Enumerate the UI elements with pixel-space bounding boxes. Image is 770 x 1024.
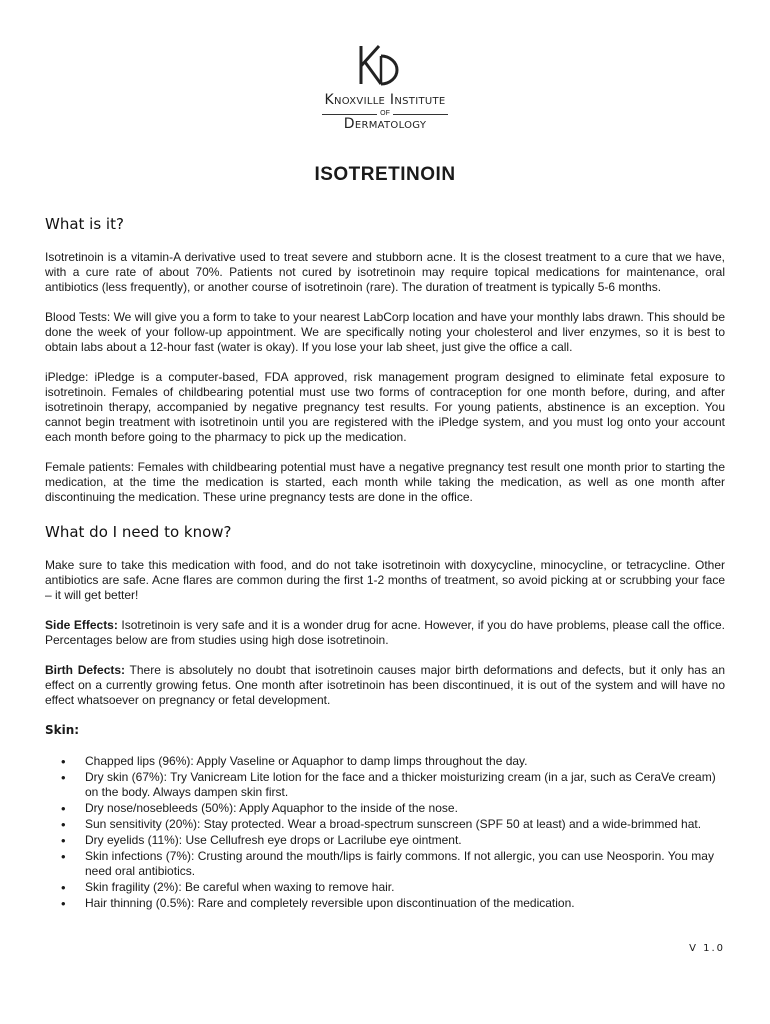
document-title: ISOTRETINOIN bbox=[314, 164, 456, 185]
list-item: • Chapped lips (96%): Apply Vaseline or Aquaphor to damp limps throughout the day. bbox=[45, 754, 725, 769]
list-item: • Dry eyelids (11%): Use Cellufresh eye drops or Lacrilube eye ointment. bbox=[45, 833, 725, 848]
list-item: • Skin fragility (2%): Be careful when waxing to remove hair. bbox=[45, 880, 725, 895]
skin-label: Skin: bbox=[45, 723, 80, 737]
logo-text-line2: Dermatology bbox=[343, 116, 427, 132]
side-effects-label: Side Effects: bbox=[45, 618, 118, 632]
paragraph-side-effects bbox=[45, 618, 725, 648]
birth-defects-text: There is absolutely no doubt that isotretinoin causes major birth deformations and defects, but it only has an effect on a currently growing fetus. One month after isotretinoin has been discontinued, it is out of the system and will have no effect whatsoever on pregnancy or fetal development. bbox=[45, 663, 725, 707]
list-item: • Dry skin (67%): Try Vanicream Lite lotion for the face and a thicker moisturizing cream (in a jar, such as CeraVe cream) on the body. Always dampen skin first. bbox=[45, 770, 725, 800]
kd-monogram-logo bbox=[355, 42, 415, 88]
birth-defects-label: Birth Defects: bbox=[45, 663, 126, 677]
list-item: • Sun sensitivity (20%): Stay protected. Wear a broad-spectrum sunscreen (SPF 50 at least) and a wide-brimmed hat. bbox=[45, 817, 725, 832]
section-heading-what-to-know: What do I need to know? bbox=[45, 523, 232, 541]
logo-text-line1: Knoxville Institute bbox=[324, 92, 446, 108]
paragraph-intro: Isotretinoin is a vitamin-A derivative used to treat severe and stubborn acne. It is the closest treatment to a cure that we have, with a cure rate of about 70%. Patients not cured by isotretinoin may require topical medications for maintenance, oral antibiotics (less frequently), or another course of isotretinoin (rare). The duration of treatment is typically 5-6 months. bbox=[45, 250, 725, 294]
paragraph-birth-defects bbox=[45, 663, 725, 708]
version-label: V 1.0 bbox=[689, 943, 725, 954]
list-item: • Hair thinning (0.5%): Rare and completely reversible upon discontinuation of the medication. bbox=[45, 896, 725, 911]
paragraph-blood-tests: Blood Tests: We will give you a form to take to your nearest LabCorp location and have your monthly labs drawn. This should be done the week of your follow-up appointment. We are specifically noting your cholesterol and liver enzymes, so it is best to obtain labs about a 12-hour fast (water is okay). If you lose your lab sheet, just give the office a call. bbox=[45, 310, 725, 354]
document-body bbox=[45, 215, 725, 912]
section-heading-what-is-it: What is it? bbox=[45, 215, 124, 233]
list-item: • Skin infections (7%): Crusting around the mouth/lips is fairly commons. If not allergic, you can use Neosporin. You may need oral antibiotics. bbox=[45, 849, 725, 879]
paragraph-ipledge: iPledge: iPledge is a computer-based, FDA approved, risk management program designed to eliminate fetal exposure to isotretinoin. Females of childbearing potential must use two forms of contraception for one month before, during, and after isotretinoin therapy, accompanied by negative pregnancy test results. For young patients, abstinence is an exception. You cannot begin treatment with isotretinoin until you are registered with the iPledge system, and you must log onto your account each month before going to the pharmacy to pick up the medication. bbox=[45, 370, 725, 444]
skin-side-effects-list bbox=[45, 754, 725, 911]
list-item: • Dry nose/nosebleeds (50%): Apply Aquaphor to the inside of the nose. bbox=[45, 801, 725, 816]
side-effects-text: Isotretinoin is very safe and it is a wonder drug for acne. However, if you do have problems, please call the office. Percentages below are from studies using high dose isotretinoin. bbox=[45, 618, 725, 647]
logo-of-text: OF bbox=[380, 110, 390, 117]
clinic-logo bbox=[300, 42, 470, 137]
paragraph-food-antibiotics: Make sure to take this medication with food, and do not take isotretinoin with doxycycline, minocycline, or tetracycline. Other antibiotics are safe. Acne flares are common during the first 1-2 months of treatment, so avoid picking at or scrubbing your face – it will get better! bbox=[45, 558, 725, 602]
paragraph-female-patients: Female patients: Females with childbearing potential must have a negative pregnancy test result one month prior to starting the medication, at the time the medication is started, each month while taking the medication, as well as one month after discontinuing the medication. These urine pregnancy tests are done in the office. bbox=[45, 460, 725, 504]
